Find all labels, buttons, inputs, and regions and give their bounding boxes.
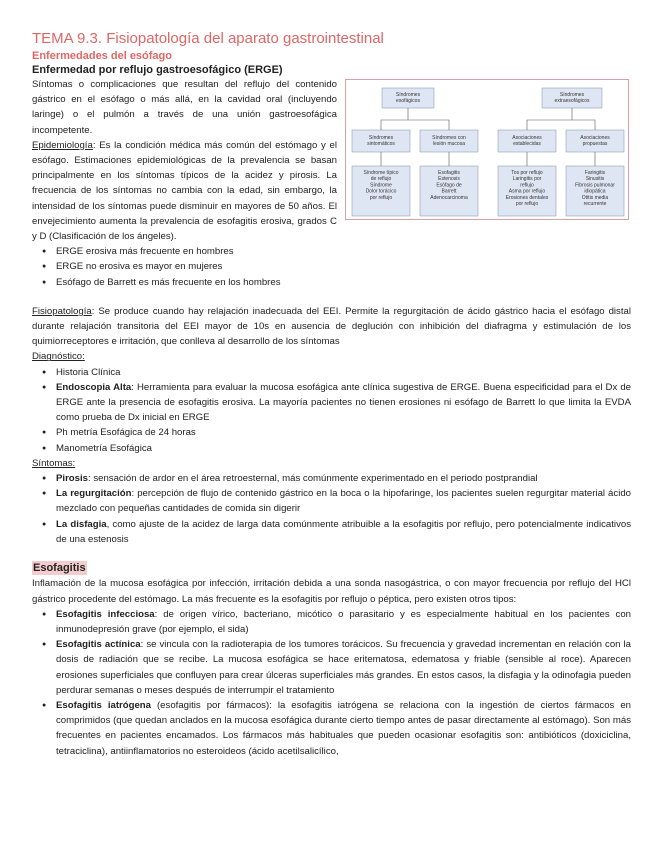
diagram-connector-left [381, 108, 449, 130]
physiopathology-label: Fisiopatología [32, 305, 92, 317]
diagram-label-bottom: Sinusitis [585, 176, 605, 183]
diagram-label-bottom: Faringitis [584, 170, 606, 176]
diagram-connector-bottom [381, 152, 595, 166]
diagram-connector-right [527, 108, 595, 130]
diagram-label-bottom: Esófago de [436, 182, 462, 189]
diagram-label-bottom: Esofagitis [438, 170, 460, 176]
list-item: ● Endoscopia Alta: Herramienta para evaluar la mucosa esofágica ante clínica sugestiva de ERGE. Buena especificidad para el Dx de ERGE ante la presencia de esofagitis erosiva. La mayoría pacientes no tienen erosiones ni esófago de Barrett lo que limita la EVDA como prueba de Dx inicial en ERGE [32, 380, 631, 426]
diagram-label-bottom: Laringitis por [512, 176, 542, 183]
diagram-label-extraesophageal: Síndromes [559, 92, 585, 98]
diagnosis-list [32, 365, 631, 456]
list-item: ● Ph metría Esofágica de 24 horas [32, 425, 631, 440]
list-item: ● ERGE erosiva más frecuente en hombres [32, 244, 631, 259]
diagram-label-mid: establecidas [513, 141, 541, 148]
list-item: ● Manometría Esofágica [32, 441, 631, 456]
diagram-label-mid: Síndromes con [432, 135, 466, 141]
diagram-label-mid: Asociaciones [512, 135, 542, 141]
diagram-label-bottom: por reflujo [515, 201, 539, 207]
epidemiology-label: Epidemiología [32, 139, 93, 151]
list-item: ● La disfagia, como ajuste de la acidez de larga data comúnmente atribuible a la esofagitis por reflujo, pero potencialmente indicativos de una estenosis [32, 517, 631, 547]
page-title: TEMA 9.3. Fisiopatología del aparato gastrointestinal [32, 30, 384, 47]
diagram-label-mid: lesión mucosa [433, 141, 465, 148]
symptoms-label: Síntomas: [32, 457, 76, 469]
diagram-label-mid: Asociaciones [580, 135, 610, 141]
diagram-label-bottom: Adenocarcinoma [430, 194, 468, 201]
erge-diagram [345, 79, 635, 223]
diagram-label-bottom: Síndrome típico [363, 170, 399, 176]
physiopathology-text: : Se produce cuando hay relajación inadecuada del EEI. Permite la regurgitación de ácido gástrico hacia el esófago distal durante relajación transitoria del EEI mayor de 10s en ausencia de deglución con inhibición del diafragma y estimulación de los quimiorreceptores e irritación, que conlleva al desarrollo de los síntomas [32, 305, 631, 348]
diagram-label-bottom: Estenosis [438, 176, 460, 183]
diagram-label-esophageal: esofágicos [396, 98, 420, 105]
section-heading: Enfermedades del esófago [32, 50, 172, 62]
diagram-label-esophageal: Síndromes [395, 92, 421, 98]
symptoms-list [32, 471, 631, 547]
list-item: ● Esofagitis iatrógena (esofagitis por fármacos): la esofagitis iatrógena se relaciona con la ingestión de ciertos fármacos en comprimidos (que quedan anclados en la mucosa esofágica durante cierto tiempo antes de pasar directamente al estómago). Son más frecuentes en pacientes encamados. Los fármacos más habituales que pueden ocasionar esofagitis son: antibióticos (doxiciclina, tetraciclina), antiinflamatorios no esteroideos (ácido acetilsalicílico, [32, 698, 631, 759]
erge-heading: Enfermedad por reflujo gastroesofágico (ERGE) [32, 63, 631, 77]
diagnosis-label: Diagnóstico: [32, 351, 85, 363]
list-item: ● La regurgitación: percepción de flujo de contenido gástrico en la boca o la hipofaringe, los pacientes suelen regurgitar material ácido mezclado con pequeñas cantidades de comida sin digerir [32, 486, 631, 516]
erge-intro: Síntomas o complicaciones que resultan del reflujo del contenido gástrico en el esófago o más allá, en la cavidad oral (incluyendo laringe) o el pulmón a través de una unión gastroesofágica incompetente. [32, 79, 337, 136]
diagram-label-mid: propuestas [582, 141, 608, 148]
esofagitis-heading: Esofagitis [33, 562, 86, 575]
epidemiology-list [32, 244, 631, 290]
diagram-label-bottom: Barrett [441, 188, 457, 195]
diagram-label-bottom: Fibrosis pulmonar [575, 182, 615, 189]
diagram-svg [346, 80, 630, 221]
diagram-label-bottom: Tos por reflujo [511, 170, 543, 176]
diagram-label-extraesophageal: extraesofágicos [554, 98, 590, 105]
list-item: ● Pirosis: sensación de ardor en el área retroesternal, más comúnmente experimentado en el periodo postprandial [32, 471, 631, 486]
diagram-label-mid: sintomáticos [367, 141, 395, 148]
diagram-label-bottom: Síndrome [370, 182, 392, 189]
diagram-label-bottom: Erosiones dentales [505, 194, 549, 201]
diagram-label-mid: Síndromes [368, 135, 394, 141]
list-item: ● Esofagitis actínica: se vincula con la radioterapia de los tumores torácicos. Su frecuencia y gravedad incrementan en relación con la dosis de radiación que se recibe. La mucosa esofágica se hace eritematosa, edematosa y friable (sensible al roce). Aparecen erosiones superficiales que confluyen para crear úlceras superficiales más grandes. En estos casos, la disfagia y la odinofagia pueden perdurar semanas o meses después de interrumpir el tratamiento [32, 637, 631, 698]
diagram-label-bottom: recurrente [583, 201, 607, 207]
list-item: ● Esofagitis infecciosa: de origen vírico, bacteriano, micótico o parasitario y es especialmente habitual en los pacientes con inmunodepresión grave (por ejemplo, el sida) [32, 607, 631, 637]
diagram-label-bottom: Asma por reflujo [508, 188, 546, 195]
esofagitis-types-list [32, 607, 631, 759]
diagram-label-bottom: reflujo [520, 182, 534, 189]
esofagitis-intro: Inflamación de la mucosa esofágica por infección, irritación debida a una sonda nasogástrica, o con mayor frecuencia por reflujo del HCl gástrico procedente del estómago. La más frecuente es la esofagitis por reflujo o péptica, pero existen otros tipos: [32, 578, 631, 605]
diagram-label-bottom: idiopática [584, 188, 606, 195]
diagram-label-bottom: de reflujo [370, 176, 392, 183]
diagram-label-bottom: por reflujo [369, 194, 393, 201]
diagram-label-bottom: Otitis media [581, 194, 609, 201]
list-item: ● Historia Clínica [32, 365, 631, 380]
list-item: ● ERGE no erosiva es mayor en mujeres [32, 259, 631, 274]
diagram-label-bottom: Dolor torácico [365, 188, 397, 195]
epidemiology-text: : Es la condición médica más común del estómago y el esófago. Estimaciones epidemiológicas de la prevalencia se basan principalmente en los síntomas típicos de la acidez y pirosis. La frecuencia de los síntomas no cambia con la edad, sin embargo, la intensidad de los síntomas puede disminuir en mayores de 50 años. El envejecimiento aumenta la prevalencia de esofagitis erosiva, grados C y D (Clasificación de los ángeles). [32, 139, 337, 243]
list-item: ● Esófago de Barrett es más frecuente en los hombres [32, 275, 631, 290]
